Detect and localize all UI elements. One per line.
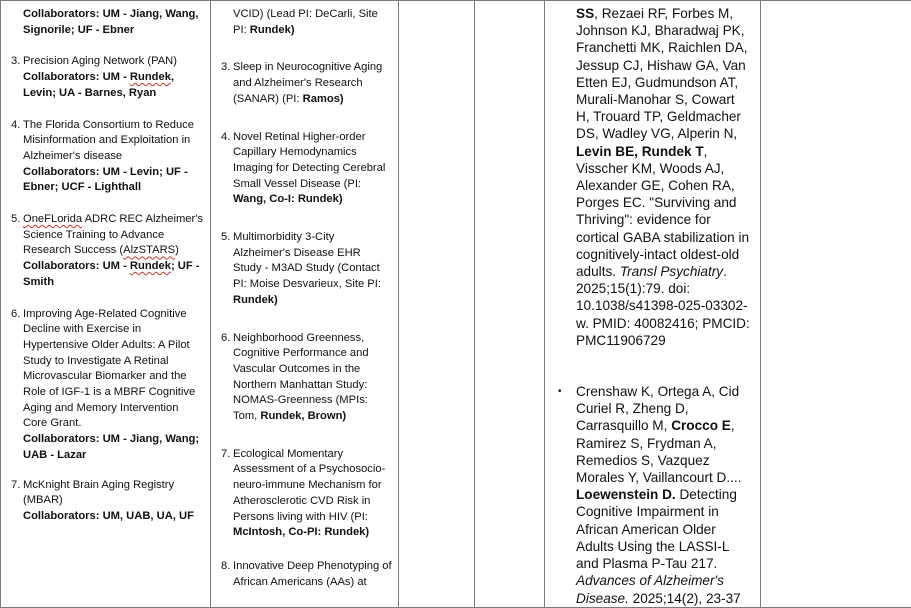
item-number: 7. — [11, 478, 20, 494]
item-number: 6. — [221, 331, 230, 347]
citation-2 — [576, 383, 750, 607]
project-title: Improving Age-Related Cognitive Decline with Exercise in Hypertensive Older Adults: A Pilot Study to Investigate A Retinal Microvascular Biomarker and the Role of IGF-1 is a MBRF Cognitive Aging and Memory Intervention Core Grant. — [23, 307, 204, 433]
grant-pi: McIntosh, Co-PI: Rundek) — [233, 526, 369, 538]
citation-author-bold: SS — [576, 6, 594, 21]
project-title: McKnight Brain Aging Registry (MBAR) — [23, 478, 204, 509]
citation-journal: Advances of Alzheimer's Disease. — [576, 573, 724, 605]
list-item — [215, 331, 392, 425]
item-number: 3. — [11, 54, 20, 70]
list-item — [215, 7, 392, 38]
list-item — [215, 60, 392, 107]
citation-details: 2025;14(2), 23-37 — [629, 591, 741, 606]
list-item — [5, 307, 204, 464]
item-number: 4. — [11, 118, 20, 134]
item-number: 6. — [11, 307, 20, 323]
citation-author-bold: Crocco E — [671, 418, 731, 433]
grant-text: Ecological Momentary Assessment of a Psychosocio-neuro-immune Mechanism for Atherosclerotic CVD Risk in Persons living with HIV (PI: — [233, 448, 385, 523]
empty-cell — [761, 1, 911, 608]
grant-pi: Wang, Co-I: Rundek) — [233, 193, 343, 205]
empty-cell — [475, 1, 545, 608]
list-item — [5, 118, 204, 197]
project-title: Precision Aging Network (PAN) — [23, 54, 204, 70]
item-number: 7. — [221, 447, 230, 463]
project-title: OneFLorida ADRC REC Alzheimer's Science Training to Advance Research Success (AlzSTARS) — [23, 212, 204, 259]
grant-pi: Rundek, Brown) — [260, 410, 346, 422]
collaborators-text: Collaborators: UM - Rundek; UF - Smith — [23, 259, 204, 290]
list-item — [215, 447, 392, 541]
empty-cell — [399, 1, 475, 608]
list-item — [215, 230, 392, 309]
citation-authors: Crenshaw K, Ortega A, Cid Curiel R, Zheng D, Carrasquillo M, — [576, 384, 739, 433]
list-item — [5, 212, 204, 291]
bullet-icon: • — [558, 383, 562, 400]
item-number: 4. — [221, 130, 230, 146]
citation-journal: Transl Psychiatry — [620, 264, 723, 279]
citation-author-bold: Loewenstein D. — [576, 487, 676, 502]
citation-details: . 2025;15(1):79. doi: 10.1038/s41398-025-03302-w. PMID: 40082416; PMCID: PMC11906729 — [576, 264, 750, 348]
list-item — [215, 559, 392, 590]
project-title: The Florida Consortium to Reduce Misinformation and Exploitation in Alzheimer's disease — [23, 118, 204, 165]
grant-text: VCID) (Lead PI: DeCarli, Site PI: — [233, 8, 378, 36]
citation-1 — [576, 5, 750, 349]
grant-text: Innovative Deep Phenotyping of African Americans (AAs) at — [233, 560, 392, 588]
publications-cell — [545, 1, 761, 608]
grant-text: Sleep in Neurocognitive Aging and Alzheimer's Research (SANAR) (PI: — [233, 61, 382, 104]
collaborations-cell — [1, 1, 211, 608]
grant-text: Multimorbidity 3-City Alzheimer's Disease EHR Study - M3AD Study (Contact PI: Moise Desvarieux, Site PI: — [233, 231, 381, 290]
grants-cell — [211, 1, 399, 608]
list-item — [5, 54, 204, 101]
citation-title: Detecting Cognitive Impairment in African American Older Adults Using the LASSI-L and Plasma P-Tau 217. — [576, 487, 737, 571]
collaborators-text: Collaborators: UM - Levin; UF - Ebner; UCF - Lighthall — [23, 165, 204, 196]
list-item — [5, 478, 204, 525]
citation-authors: , Ramirez S, Frydman A, Remedios S, Vazquez Morales Y, Vaillancourt D.... — [576, 418, 741, 485]
collaborators-text: Collaborators: UM - Jiang, Wang, Signorile; UF - Ebner — [23, 8, 198, 36]
item-number: 5. — [221, 230, 230, 246]
list-item — [215, 130, 392, 209]
collaborators-text: Collaborators: UM, UAB, UA, UF — [23, 509, 204, 525]
citation-author-bold: Levin BE, Rundek T — [576, 144, 704, 159]
grant-pi: Ramos) — [303, 93, 344, 105]
item-number: 8. — [221, 559, 230, 575]
grant-list — [215, 7, 392, 590]
collaborators-text: Collaborators: UM - Jiang, Wang; UAB - Lazar — [23, 432, 204, 463]
item-number: 3. — [221, 60, 230, 76]
grant-pi: Rundek) — [250, 24, 295, 36]
list-item — [5, 7, 204, 38]
citation-title: , Visscher KM, Woods AJ, Alexander GE, Cohen RA, Porges EC. "Surviving and Thriving": evidence for cortical GABA stabilization in cognitively-intact oldest-old adults. — [576, 144, 749, 279]
collaborators-text: Collaborators: UM - Rundek, Levin; UA - Barnes, Ryan — [23, 70, 204, 101]
grant-pi: Rundek) — [233, 294, 278, 306]
grant-text: Novel Retinal Higher-order Capillary Hemodynamics Imaging for Detecting Cerebral Small Vessel Disease (PI: — [233, 131, 385, 190]
item-number: 5. — [11, 212, 20, 228]
grant-text: Neighborhood Greenness, Cognitive Performance and Vascular Outcomes in the Northern Manhattan Study: NOMAS-Greenness (MPIs: Tom, — [233, 332, 369, 423]
citation-authors: , Rezaei RF, Forbes M, Johnson KJ, Bharadwaj PK, Franchetti MK, Raichlen DA, Jessup CJ, Hishaw GA, Van Etten EJ, Gudmundson AT, Murali-Manohar S, Cowart H, Trouard TP, Geldmacher DS, Wadley VG, Alperin N, — [576, 6, 748, 141]
collaboration-list — [5, 7, 204, 525]
